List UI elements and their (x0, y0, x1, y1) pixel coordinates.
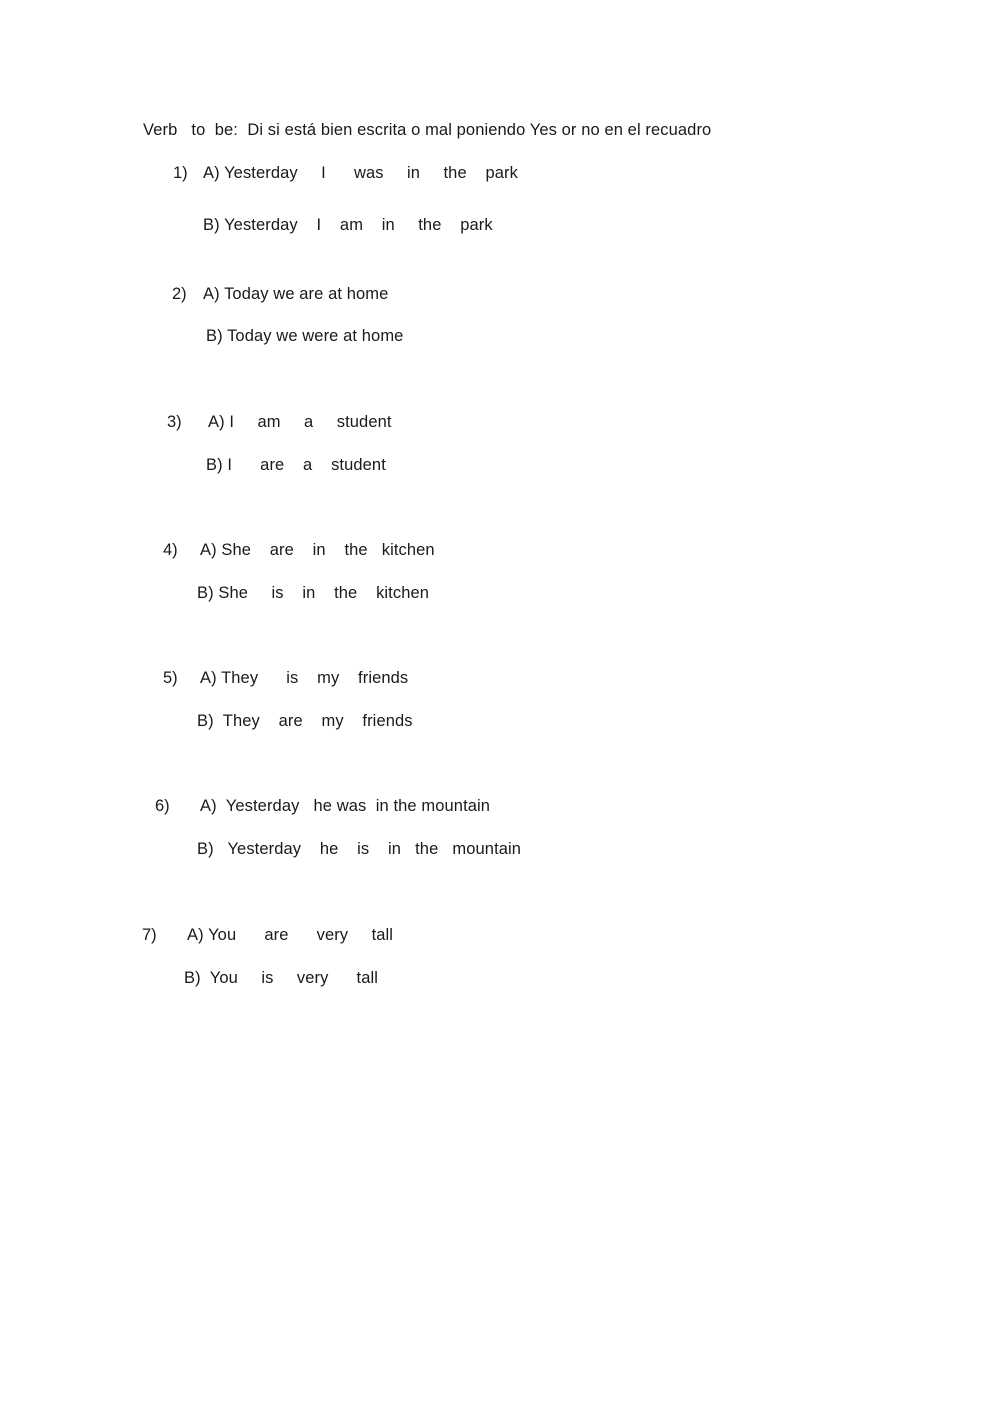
question-7-number: 7) (142, 926, 157, 944)
question-2-number: 2) (172, 285, 187, 303)
question-1-option-a: A) Yesterday I was in the park (203, 164, 518, 182)
question-5-option-a: A) They is my friends (200, 669, 409, 687)
question-6-option-a: A) Yesterday he was in the mountain (200, 797, 491, 815)
worksheet-title: Verb to be: Di si está bien escrita o mal poniendo Yes or no en el recuadro (143, 121, 712, 139)
question-3-number: 3) (167, 413, 182, 431)
question-2-option-a: A) Today we are at home (203, 285, 389, 303)
question-1-option-b: B) Yesterday I am in the park (203, 216, 493, 234)
question-5-number: 5) (163, 669, 178, 687)
question-3-option-a: A) I am a student (208, 413, 392, 431)
question-6-number: 6) (155, 797, 170, 815)
question-4-option-a: A) She are in the kitchen (200, 541, 435, 559)
question-7-option-b: B) You is very tall (184, 969, 379, 987)
question-1-number: 1) (173, 164, 188, 182)
question-5-option-b: B) They are my friends (197, 712, 413, 730)
question-6-option-b: B) Yesterday he is in the mountain (197, 840, 522, 858)
question-3-option-b: B) I are a student (206, 456, 386, 474)
question-7-option-a: A) You are very tall (187, 926, 394, 944)
question-4-option-b: B) She is in the kitchen (197, 584, 430, 602)
question-4-number: 4) (163, 541, 178, 559)
question-2-option-b: B) Today we were at home (206, 327, 404, 345)
